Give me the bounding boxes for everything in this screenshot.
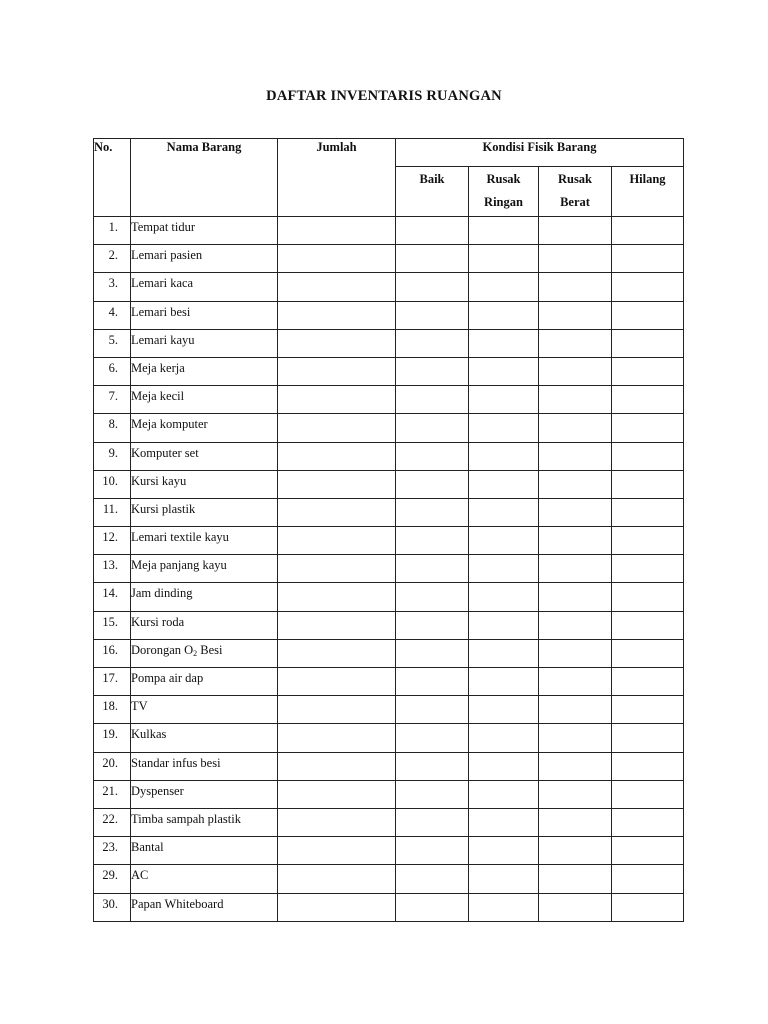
hilang-cell[interactable]	[612, 357, 684, 385]
jumlah-cell[interactable]	[278, 498, 396, 526]
table-row	[94, 696, 684, 724]
item-name: Lemari textile kayu	[131, 527, 278, 555]
rusak-berat-cell[interactable]	[539, 414, 612, 442]
table-row	[94, 639, 684, 667]
header-rusak-ringan: Rusak Ringan	[469, 167, 539, 217]
row-number: 29.	[94, 865, 131, 893]
hilang-cell[interactable]	[612, 555, 684, 583]
hilang-cell[interactable]	[612, 893, 684, 921]
rusak-ringan-cell[interactable]	[469, 217, 539, 245]
rusak-berat-cell[interactable]	[539, 865, 612, 893]
hilang-cell[interactable]	[612, 611, 684, 639]
baik-cell[interactable]	[396, 611, 469, 639]
page-title: DAFTAR INVENTARIS RUANGAN	[266, 88, 502, 104]
baik-cell[interactable]	[396, 893, 469, 921]
rusak-ringan-cell[interactable]	[469, 273, 539, 301]
row-number: 7.	[94, 386, 131, 414]
hilang-cell[interactable]	[612, 527, 684, 555]
jumlah-cell[interactable]	[278, 527, 396, 555]
baik-cell[interactable]	[396, 724, 469, 752]
jumlah-cell[interactable]	[278, 752, 396, 780]
table-row	[94, 301, 684, 329]
baik-cell[interactable]	[396, 357, 469, 385]
baik-cell[interactable]	[396, 442, 469, 470]
rusak-ringan-cell[interactable]	[469, 639, 539, 667]
jumlah-cell[interactable]	[278, 329, 396, 357]
rusak-berat-cell[interactable]	[539, 583, 612, 611]
table-row	[94, 217, 684, 245]
rusak-ringan-cell[interactable]	[469, 414, 539, 442]
row-number: 15.	[94, 611, 131, 639]
table-row	[94, 724, 684, 752]
row-number: 30.	[94, 893, 131, 921]
jumlah-cell[interactable]	[278, 808, 396, 836]
baik-cell[interactable]	[396, 780, 469, 808]
item-name: Lemari kaca	[131, 273, 278, 301]
baik-cell[interactable]	[396, 837, 469, 865]
baik-cell[interactable]	[396, 639, 469, 667]
table-row	[94, 245, 684, 273]
jumlah-cell[interactable]	[278, 724, 396, 752]
baik-cell[interactable]	[396, 752, 469, 780]
table-row	[94, 808, 684, 836]
table-body	[94, 217, 684, 922]
rusak-berat-cell[interactable]	[539, 442, 612, 470]
rusak-berat-cell[interactable]	[539, 611, 612, 639]
rusak-ringan-cell[interactable]	[469, 893, 539, 921]
baik-cell[interactable]	[396, 217, 469, 245]
rusak-ringan-cell[interactable]	[469, 386, 539, 414]
hilang-cell[interactable]	[612, 668, 684, 696]
jumlah-cell[interactable]	[278, 301, 396, 329]
jumlah-cell[interactable]	[278, 357, 396, 385]
baik-cell[interactable]	[396, 498, 469, 526]
item-name: Tempat tidur	[131, 217, 278, 245]
table-row	[94, 837, 684, 865]
baik-cell[interactable]	[396, 865, 469, 893]
jumlah-cell[interactable]	[278, 668, 396, 696]
item-name: Dorongan $O_2$ Besi	[131, 639, 278, 667]
item-name: Papan Whiteboard	[131, 893, 278, 921]
row-number: 21.	[94, 780, 131, 808]
jumlah-cell[interactable]	[278, 442, 396, 470]
table-row	[94, 357, 684, 385]
rusak-ringan-cell[interactable]	[469, 555, 539, 583]
header-hilang: Hilang	[612, 167, 684, 217]
item-name: AC	[131, 865, 278, 893]
row-number: 2.	[94, 245, 131, 273]
jumlah-cell[interactable]	[278, 555, 396, 583]
item-name: Kursi roda	[131, 611, 278, 639]
header-no: No.	[94, 139, 131, 217]
table-row	[94, 752, 684, 780]
hilang-cell[interactable]	[612, 780, 684, 808]
table-row	[94, 555, 684, 583]
table-row	[94, 414, 684, 442]
inventory-table	[93, 138, 684, 922]
header-kondisi-fisik: Kondisi Fisik Barang	[396, 139, 684, 167]
baik-cell[interactable]	[396, 329, 469, 357]
hilang-cell[interactable]	[612, 865, 684, 893]
jumlah-cell[interactable]	[278, 893, 396, 921]
item-name: Meja kerja	[131, 357, 278, 385]
hilang-cell[interactable]	[612, 808, 684, 836]
rusak-ringan-cell[interactable]	[469, 752, 539, 780]
rusak-berat-cell[interactable]	[539, 217, 612, 245]
row-number: 6.	[94, 357, 131, 385]
hilang-cell[interactable]	[612, 329, 684, 357]
baik-cell[interactable]	[396, 696, 469, 724]
item-name: Meja komputer	[131, 414, 278, 442]
rusak-berat-cell[interactable]	[539, 470, 612, 498]
baik-cell[interactable]	[396, 527, 469, 555]
rusak-berat-cell[interactable]	[539, 808, 612, 836]
row-number: 17.	[94, 668, 131, 696]
rusak-berat-cell[interactable]	[539, 245, 612, 273]
rusak-berat-cell[interactable]	[539, 639, 612, 667]
hilang-cell[interactable]	[612, 414, 684, 442]
item-name: Lemari pasien	[131, 245, 278, 273]
header-jumlah: Jumlah	[278, 139, 396, 217]
rusak-ringan-cell[interactable]	[469, 470, 539, 498]
item-name: Meja kecil	[131, 386, 278, 414]
header-rusak-berat: Rusak Berat	[539, 167, 612, 217]
item-name: Kulkas	[131, 724, 278, 752]
table-row	[94, 611, 684, 639]
rusak-ringan-cell[interactable]	[469, 583, 539, 611]
baik-cell[interactable]	[396, 414, 469, 442]
table-row	[94, 668, 684, 696]
rusak-berat-cell[interactable]	[539, 724, 612, 752]
rusak-ringan-cell[interactable]	[469, 724, 539, 752]
hilang-cell[interactable]	[612, 696, 684, 724]
hilang-cell[interactable]	[612, 245, 684, 273]
row-number: 9.	[94, 442, 131, 470]
rusak-ringan-cell[interactable]	[469, 527, 539, 555]
item-name: Lemari kayu	[131, 329, 278, 357]
jumlah-cell[interactable]	[278, 245, 396, 273]
jumlah-cell[interactable]	[278, 837, 396, 865]
rusak-berat-cell[interactable]	[539, 752, 612, 780]
table-row	[94, 470, 684, 498]
item-name: Bantal	[131, 837, 278, 865]
rusak-ringan-cell[interactable]	[469, 442, 539, 470]
table-row	[94, 442, 684, 470]
jumlah-cell[interactable]	[278, 414, 396, 442]
hilang-cell[interactable]	[612, 470, 684, 498]
item-name: Dyspenser	[131, 780, 278, 808]
rusak-ringan-cell[interactable]	[469, 837, 539, 865]
baik-cell[interactable]	[396, 808, 469, 836]
row-number: 1.	[94, 217, 131, 245]
row-number: 3.	[94, 273, 131, 301]
item-name: Timba sampah plastik	[131, 808, 278, 836]
baik-cell[interactable]	[396, 583, 469, 611]
item-name: Kursi plastik	[131, 498, 278, 526]
row-number: 13.	[94, 555, 131, 583]
baik-cell[interactable]	[396, 386, 469, 414]
row-number: 18.	[94, 696, 131, 724]
rusak-ringan-cell[interactable]	[469, 498, 539, 526]
rusak-berat-cell[interactable]	[539, 696, 612, 724]
jumlah-cell[interactable]	[278, 639, 396, 667]
jumlah-cell[interactable]	[278, 217, 396, 245]
item-name: Jam dinding	[131, 583, 278, 611]
rusak-berat-cell[interactable]	[539, 273, 612, 301]
rusak-ringan-cell[interactable]	[469, 245, 539, 273]
hilang-cell[interactable]	[612, 752, 684, 780]
rusak-ringan-cell[interactable]	[469, 780, 539, 808]
hilang-cell[interactable]	[612, 583, 684, 611]
hilang-cell[interactable]	[612, 386, 684, 414]
table-row	[94, 780, 684, 808]
rusak-ringan-cell[interactable]	[469, 668, 539, 696]
row-number: 4.	[94, 301, 131, 329]
item-name: Pompa air dap	[131, 668, 278, 696]
hilang-cell[interactable]	[612, 273, 684, 301]
hilang-cell[interactable]	[612, 639, 684, 667]
rusak-berat-cell[interactable]	[539, 357, 612, 385]
table-row	[94, 583, 684, 611]
hilang-cell[interactable]	[612, 301, 684, 329]
baik-cell[interactable]	[396, 245, 469, 273]
rusak-berat-cell[interactable]	[539, 498, 612, 526]
baik-cell[interactable]	[396, 470, 469, 498]
row-number: 12.	[94, 527, 131, 555]
baik-cell[interactable]	[396, 273, 469, 301]
item-name: Komputer set	[131, 442, 278, 470]
item-name: Meja panjang kayu	[131, 555, 278, 583]
hilang-cell[interactable]	[612, 837, 684, 865]
hilang-cell[interactable]	[612, 442, 684, 470]
header-nama-barang: Nama Barang	[131, 139, 278, 217]
baik-cell[interactable]	[396, 301, 469, 329]
baik-cell[interactable]	[396, 555, 469, 583]
rusak-berat-cell[interactable]	[539, 386, 612, 414]
jumlah-cell[interactable]	[278, 273, 396, 301]
jumlah-cell[interactable]	[278, 583, 396, 611]
rusak-ringan-cell[interactable]	[469, 865, 539, 893]
row-number: 8.	[94, 414, 131, 442]
row-number: 14.	[94, 583, 131, 611]
hilang-cell[interactable]	[612, 217, 684, 245]
rusak-ringan-cell[interactable]	[469, 301, 539, 329]
hilang-cell[interactable]	[612, 498, 684, 526]
rusak-berat-cell[interactable]	[539, 555, 612, 583]
table-row	[94, 386, 684, 414]
rusak-berat-cell[interactable]	[539, 837, 612, 865]
table-row	[94, 498, 684, 526]
row-number: 19.	[94, 724, 131, 752]
jumlah-cell[interactable]	[278, 611, 396, 639]
table-row	[94, 527, 684, 555]
rusak-berat-cell[interactable]	[539, 893, 612, 921]
rusak-berat-cell[interactable]	[539, 301, 612, 329]
table-row	[94, 329, 684, 357]
jumlah-cell[interactable]	[278, 865, 396, 893]
baik-cell[interactable]	[396, 668, 469, 696]
table-row	[94, 273, 684, 301]
hilang-cell[interactable]	[612, 724, 684, 752]
table-row	[94, 893, 684, 921]
rusak-ringan-cell[interactable]	[469, 696, 539, 724]
row-number: 11.	[94, 498, 131, 526]
row-number: 20.	[94, 752, 131, 780]
rusak-berat-cell[interactable]	[539, 329, 612, 357]
rusak-ringan-cell[interactable]	[469, 611, 539, 639]
jumlah-cell[interactable]	[278, 696, 396, 724]
item-name: Lemari besi	[131, 301, 278, 329]
row-number: 5.	[94, 329, 131, 357]
jumlah-cell[interactable]	[278, 386, 396, 414]
row-number: 16.	[94, 639, 131, 667]
row-number: 10.	[94, 470, 131, 498]
rusak-berat-cell[interactable]	[539, 527, 612, 555]
item-name: TV	[131, 696, 278, 724]
item-name: Standar infus besi	[131, 752, 278, 780]
rusak-ringan-cell[interactable]	[469, 357, 539, 385]
table-row	[94, 865, 684, 893]
jumlah-cell[interactable]	[278, 470, 396, 498]
header-baik: Baik	[396, 167, 469, 217]
rusak-ringan-cell[interactable]	[469, 808, 539, 836]
row-number: 22.	[94, 808, 131, 836]
rusak-berat-cell[interactable]	[539, 668, 612, 696]
row-number: 23.	[94, 837, 131, 865]
table-header	[94, 139, 684, 217]
jumlah-cell[interactable]	[278, 780, 396, 808]
rusak-berat-cell[interactable]	[539, 780, 612, 808]
item-name: Kursi kayu	[131, 470, 278, 498]
rusak-ringan-cell[interactable]	[469, 329, 539, 357]
